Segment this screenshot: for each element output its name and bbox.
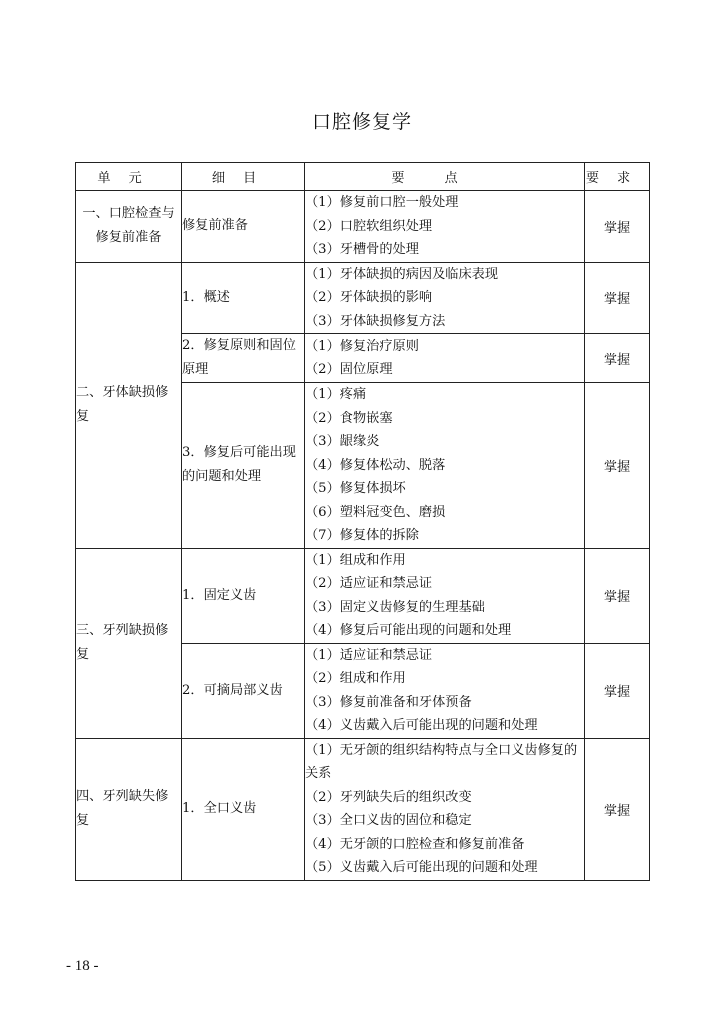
requirement-cell: 掌握 <box>585 334 650 383</box>
header-unit: 单元 <box>76 163 182 191</box>
requirement-cell: 掌握 <box>585 643 650 738</box>
points-cell <box>305 191 585 263</box>
unit-cell: 三、牙列缺损修复 <box>76 548 182 738</box>
item-cell: 3．修复后可能出现的问题和处理 <box>182 383 305 549</box>
item-cell: 1．全口义齿 <box>182 738 305 880</box>
point-text: （6）塑料冠变色、磨损 <box>305 504 446 520</box>
point-text: （2）固位原理 <box>305 362 393 377</box>
item-cell: 2．可摘局部义齿 <box>182 643 305 738</box>
requirement-cell: 掌握 <box>585 738 650 880</box>
table-row <box>76 738 650 880</box>
table-row <box>76 262 650 334</box>
point-text: （5）义齿戴入后可能出现的问题和处理 <box>305 860 538 875</box>
points-cell <box>305 738 585 880</box>
point-text: （3）固定义齿修复的生理基础 <box>305 599 485 615</box>
item-cell: 修复前准备 <box>182 191 305 263</box>
header-points: 要点 <box>305 163 585 191</box>
item-cell: 2．修复原则和固位原理 <box>182 334 305 383</box>
point-text: （3）龈缘炎 <box>305 434 380 449</box>
unit-cell: 二、牙体缺损修复 <box>76 262 182 548</box>
item-cell: 1．固定义齿 <box>182 548 305 643</box>
point-text: （2）适应证和禁忌证 <box>305 576 433 591</box>
point-text: （3）牙槽骨的处理 <box>305 242 419 257</box>
point-text: （3）修复前准备和牙体预备 <box>305 694 472 710</box>
requirement-cell: 掌握 <box>585 548 650 643</box>
point-text: （1）适应证和禁忌证 <box>305 647 433 663</box>
point-text: （1）组成和作用 <box>305 552 406 568</box>
table-header-row <box>76 163 650 191</box>
point-text: （4）无牙颌的口腔检查和修复前准备 <box>305 836 525 852</box>
point-text: （7）修复体的拆除 <box>305 528 419 543</box>
point-text: （4）义齿戴入后可能出现的问题和处理 <box>305 718 538 733</box>
item-cell: 1．概述 <box>182 262 305 334</box>
point-text: （4）修复体松动、脱落 <box>305 457 446 473</box>
page-title: 口腔修复学 <box>311 111 412 133</box>
point-text: （1）无牙颌的组织结构特点与全口义齿修复的关系 <box>305 742 578 781</box>
requirement-cell: 掌握 <box>585 191 650 263</box>
page-number: - 18 - <box>66 958 99 974</box>
table-row <box>76 191 650 263</box>
point-text: （2）食物嵌塞 <box>305 410 393 426</box>
header-item: 细目 <box>182 163 305 191</box>
table-row <box>76 548 650 643</box>
point-text: （4）修复后可能出现的问题和处理 <box>305 623 512 638</box>
points-cell <box>305 383 585 549</box>
point-text: （1）疼痛 <box>305 387 367 402</box>
points-cell <box>305 643 585 738</box>
point-text: （3）牙体缺损修复方法 <box>305 313 446 329</box>
point-text: （2）口腔软组织处理 <box>305 218 433 234</box>
points-cell <box>305 262 585 334</box>
point-text: （2）牙体缺损的影响 <box>305 290 433 305</box>
point-text: （1）修复治疗原则 <box>305 338 419 354</box>
syllabus-table <box>75 162 650 881</box>
point-text: （5）修复体损坏 <box>305 481 406 496</box>
point-text: （1）修复前口腔一般处理 <box>305 195 459 210</box>
points-cell <box>305 334 585 383</box>
header-requirement: 要求 <box>585 163 650 191</box>
point-text: （2）组成和作用 <box>305 671 406 686</box>
point-text: （3）全口义齿的固位和稳定 <box>305 813 472 828</box>
point-text: （2）牙列缺失后的组织改变 <box>305 789 472 805</box>
unit-cell: 一、口腔检查与修复前准备 <box>76 191 182 263</box>
unit-cell: 四、牙列缺失修复 <box>76 738 182 880</box>
points-cell <box>305 548 585 643</box>
requirement-cell: 掌握 <box>585 383 650 549</box>
requirement-cell: 掌握 <box>585 262 650 334</box>
point-text: （1）牙体缺损的病因及临床表现 <box>305 266 499 282</box>
